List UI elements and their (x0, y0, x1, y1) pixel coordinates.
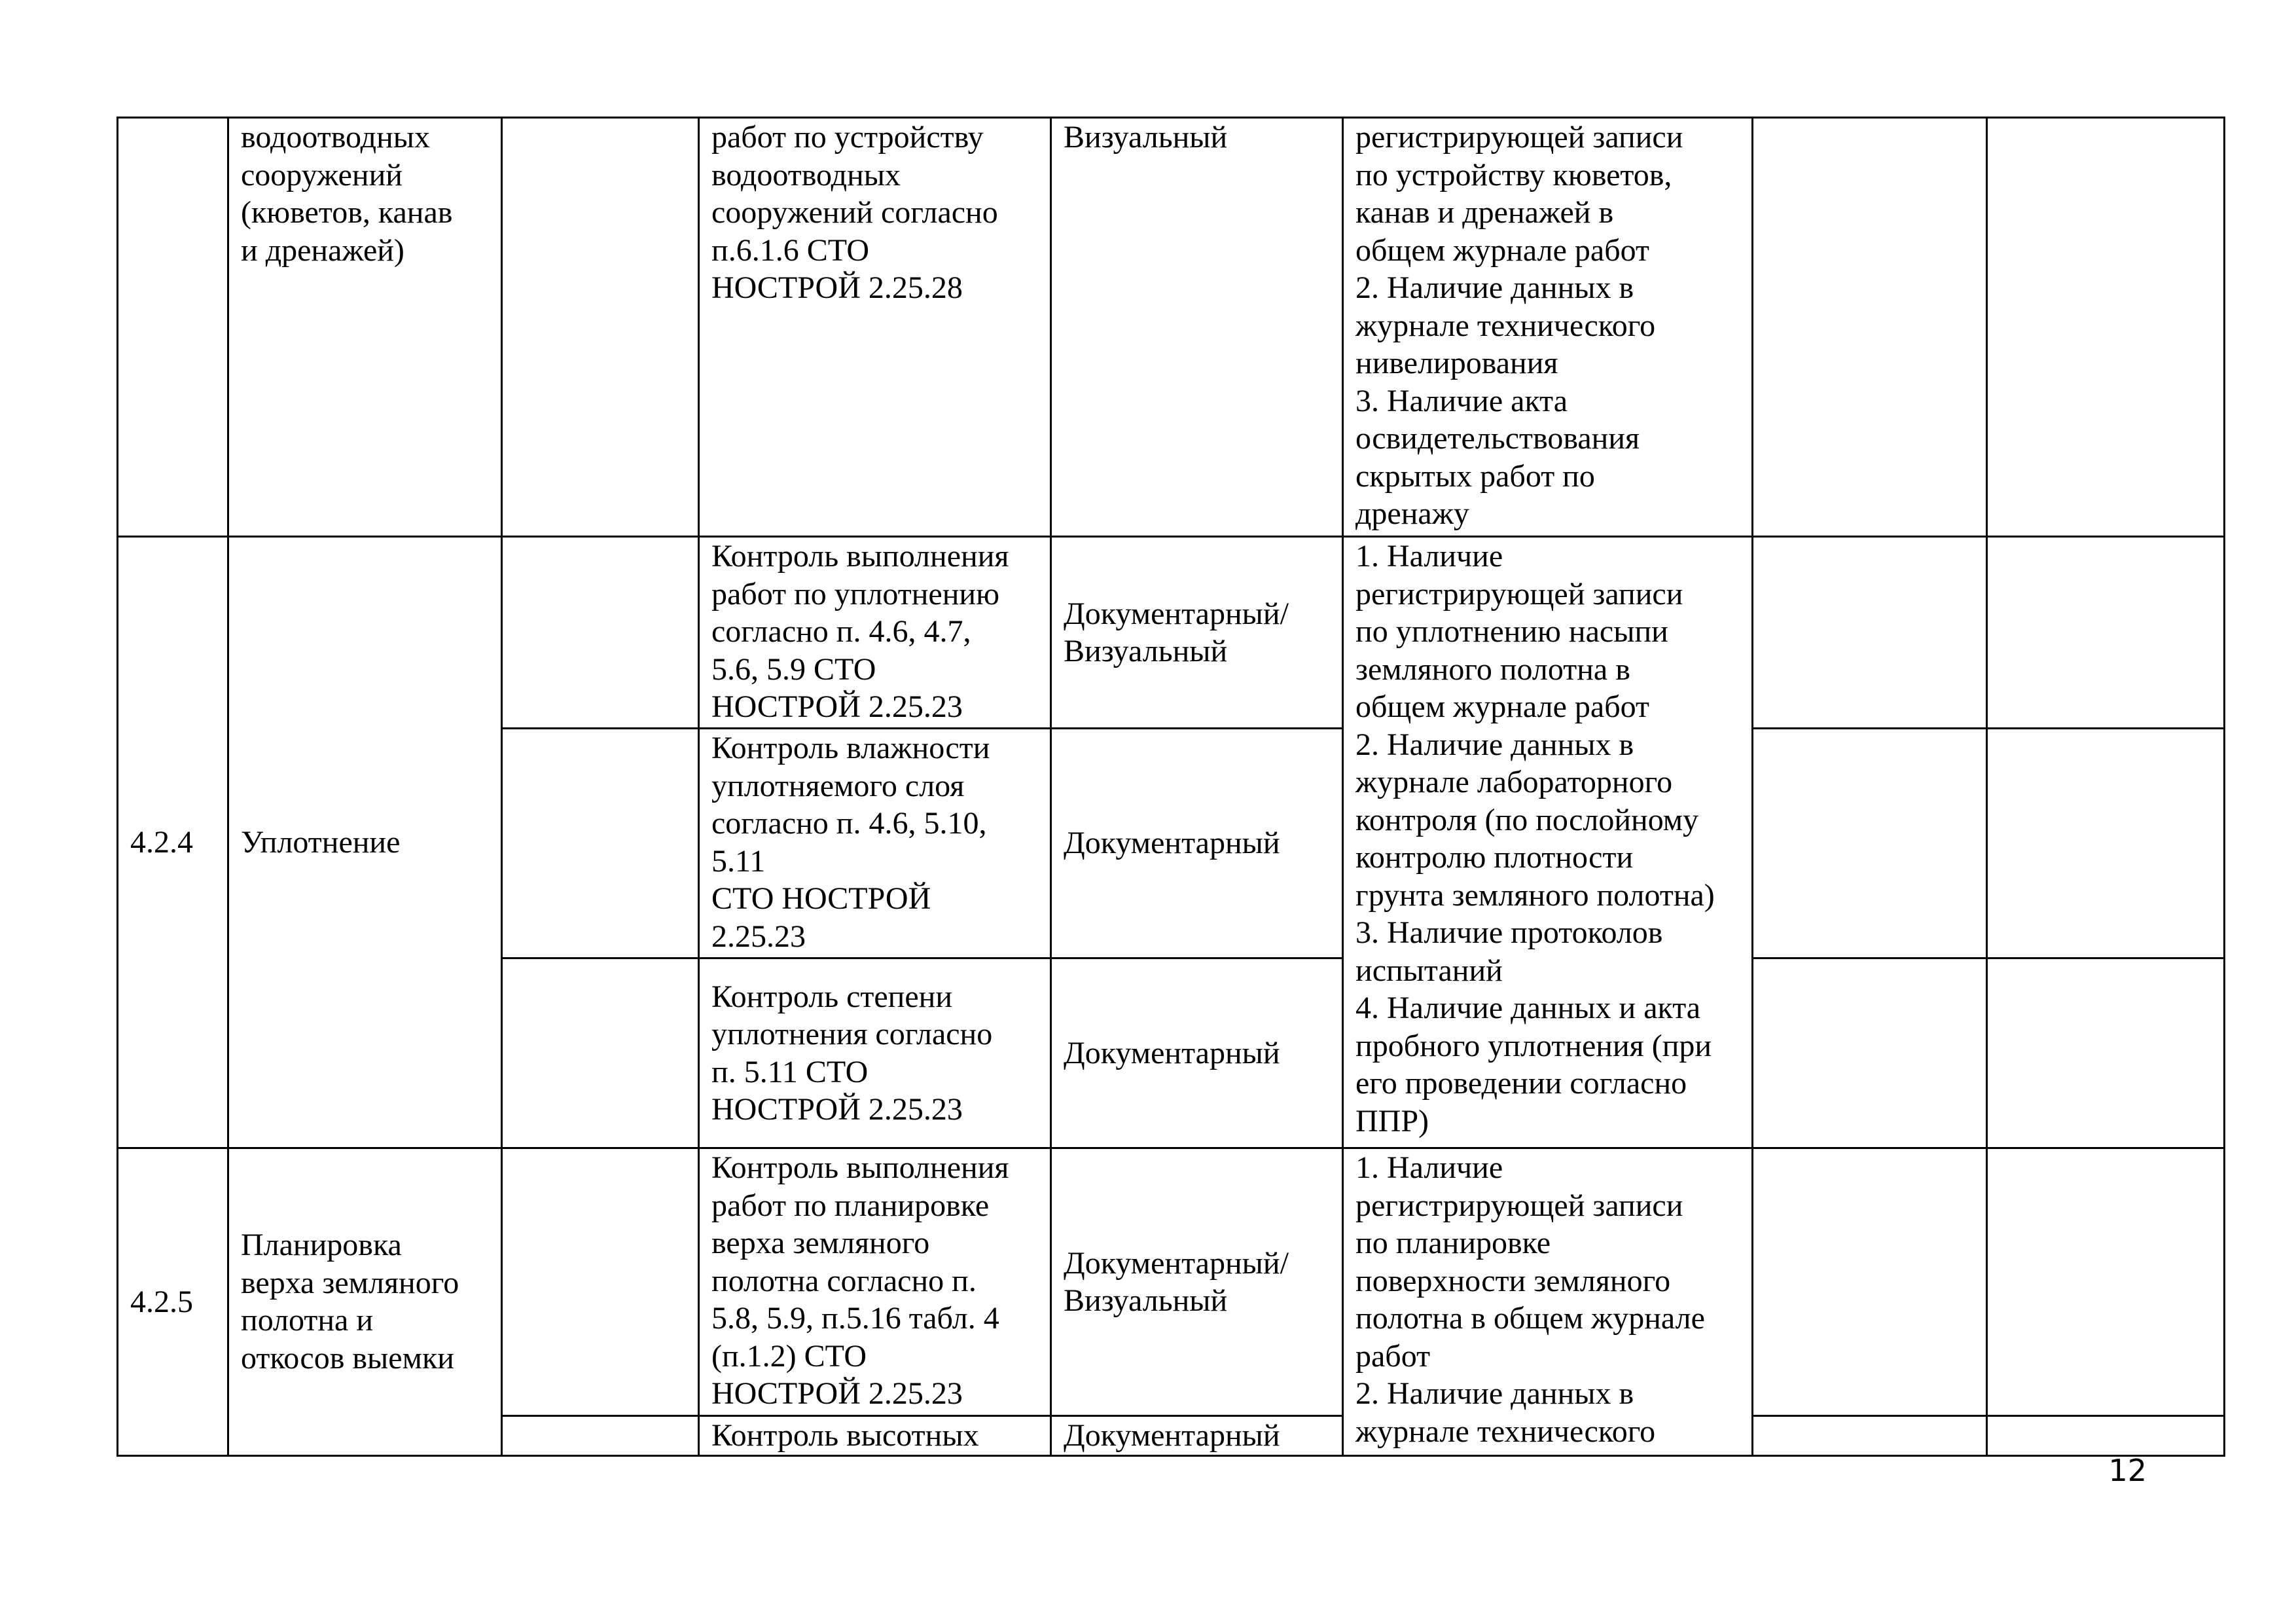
empty-cell (1753, 537, 1987, 729)
item-name-cell: Планировка верха земляного полотна и откосов выемки (228, 1148, 502, 1456)
control-result-cell: 1. Наличие регистрирующей записи по уплотнению насыпи земляного полотна в общем журнале работ 2. Наличие данных в журнале лабораторного контроля (по послойному контролю плотности грунта земляного полотна) 3. Наличие протоколов испытаний 4. Наличие данных и акта пробного уплотнения (при его проведении согласно ППР) (1343, 537, 1753, 1148)
control-description-cell: Контроль выполнения работ по уплотнению согласно п. 4.6, 4.7, 5.6, 5.9 СТО НОСТРОЙ 2.25.23 (699, 537, 1051, 729)
control-result-cell: регистрирующей записи по устройству кюветов, канав и дренажей в общем журнале работ 2. Наличие данных в журнале технического нивелирования 3. Наличие акта освидетельствования скрытых работ по дренажу (1343, 118, 1753, 537)
control-description-cell: работ по устройству водоотводных сооружений согласно п.6.1.6 СТО НОСТРОЙ 2.25.28 (699, 118, 1051, 537)
control-result-cell: 1. Наличие регистрирующей записи по планировке поверхности земляного полотна в общем журнале работ 2. Наличие данных в журнале технического (1343, 1148, 1753, 1456)
page-number: 12 (2108, 1453, 2147, 1488)
item-number-cell (118, 118, 228, 537)
empty-cell (1753, 729, 1987, 958)
empty-cell (1987, 958, 2225, 1148)
table-row (118, 1148, 2225, 1416)
empty-cell (1753, 118, 1987, 537)
empty-cell (502, 729, 699, 958)
empty-cell (1753, 1148, 1987, 1416)
empty-cell (502, 1148, 699, 1416)
empty-cell (1753, 1416, 1987, 1456)
item-name-cell: Уплотнение (228, 537, 502, 1148)
control-method-cell: Документарный/ Визуальный (1051, 537, 1343, 729)
empty-cell (1753, 958, 1987, 1148)
control-method-cell: Визуальный (1051, 118, 1343, 537)
control-method-cell: Документарный (1051, 729, 1343, 958)
item-name-cell: водоотводных сооружений (кюветов, канав и дренажей) (228, 118, 502, 537)
empty-cell (502, 1416, 699, 1456)
control-method-cell: Документарный (1051, 958, 1343, 1148)
control-method-cell: Документарный (1051, 1416, 1343, 1456)
control-description-cell: Контроль влажности уплотняемого слоя согласно п. 4.6, 5.10, 5.11 СТО НОСТРОЙ 2.25.23 (699, 729, 1051, 958)
item-number-cell: 4.2.5 (118, 1148, 228, 1456)
empty-cell (502, 958, 699, 1148)
control-table (117, 117, 2225, 1457)
empty-cell (1987, 1148, 2225, 1416)
control-method-cell: Документарный/ Визуальный (1051, 1148, 1343, 1416)
table-row (118, 537, 2225, 729)
table-row (118, 118, 2225, 537)
control-description-cell: Контроль высотных (699, 1416, 1051, 1456)
item-number-cell: 4.2.4 (118, 537, 228, 1148)
empty-cell (502, 118, 699, 537)
empty-cell (502, 537, 699, 729)
control-description-cell: Контроль степени уплотнения согласно п. 5.11 СТО НОСТРОЙ 2.25.23 (699, 958, 1051, 1148)
empty-cell (1987, 1416, 2225, 1456)
control-description-cell: Контроль выполнения работ по планировке верха земляного полотна согласно п. 5.8, 5.9, п.5.16 табл. 4 (п.1.2) СТО НОСТРОЙ 2.25.23 (699, 1148, 1051, 1416)
empty-cell (1987, 729, 2225, 958)
empty-cell (1987, 537, 2225, 729)
empty-cell (1987, 118, 2225, 537)
